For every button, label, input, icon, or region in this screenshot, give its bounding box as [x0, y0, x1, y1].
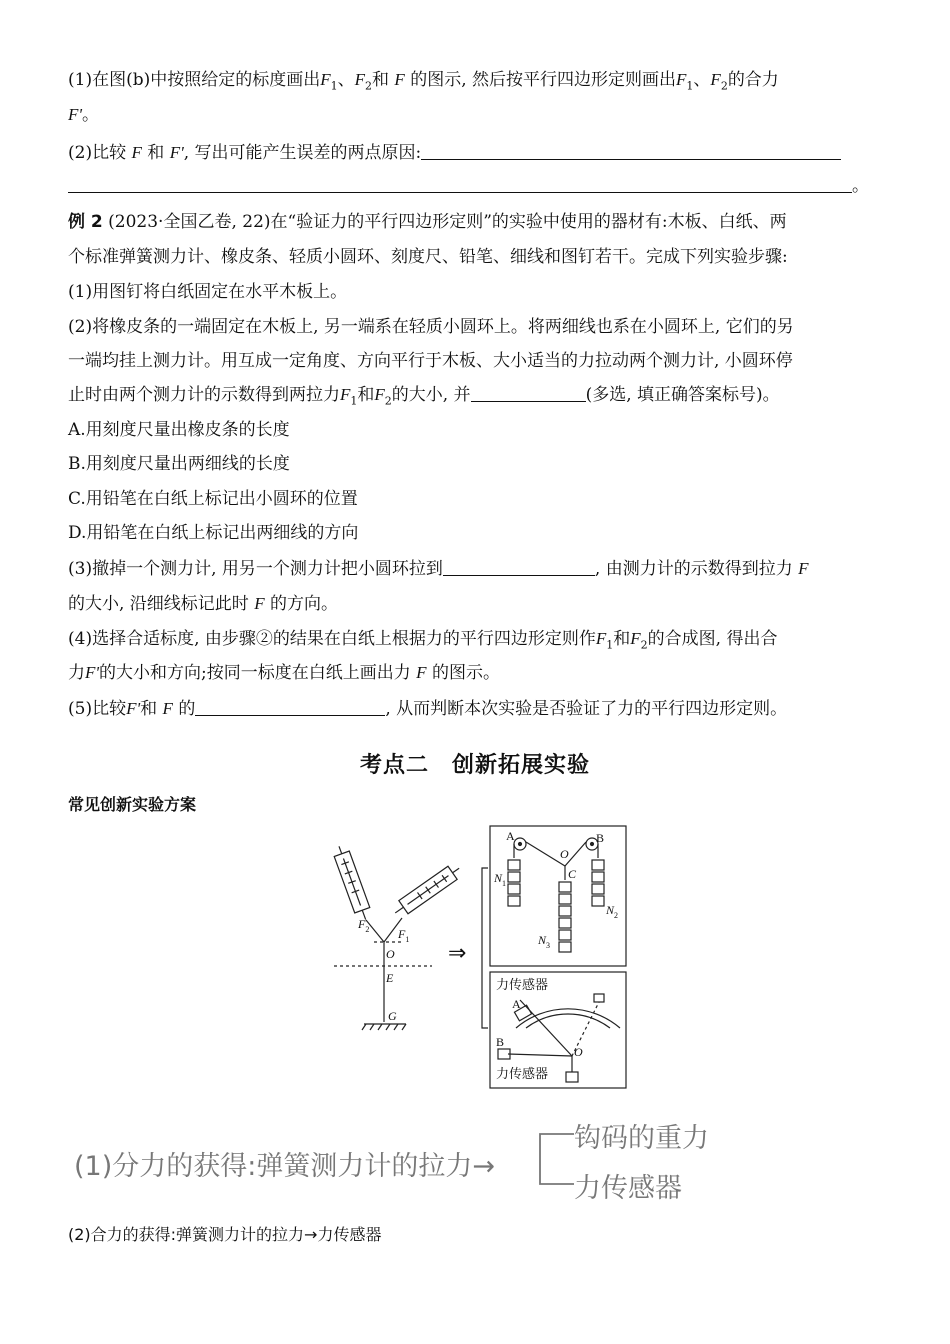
svg-text:A: A — [506, 829, 515, 843]
example-2-line1: 例 2 (2023·全国乙卷, 22)在“验证力的平行四边形定则”的实验中使用的器材有:木板、白纸、两 — [68, 212, 787, 232]
pulley-panel — [490, 826, 626, 966]
answer-blank[interactable] — [195, 697, 385, 716]
step-3-line2: 的大小, 沿细线标记此时 F 的方向。 — [68, 594, 339, 614]
answer-blank[interactable] — [794, 174, 852, 193]
svg-text:C: C — [568, 867, 577, 881]
answer-blank[interactable] — [421, 141, 841, 160]
svg-text:G: G — [388, 1009, 397, 1023]
svg-text:B: B — [496, 1035, 505, 1049]
answer-blank[interactable] — [443, 557, 595, 576]
summary-item-2: (2)合力的获得:弹簧测力计的拉力→力传感器 — [68, 1225, 382, 1244]
svg-text:E: E — [386, 971, 394, 985]
svg-text:O: O — [560, 847, 569, 861]
section-subtitle: 常见创新实验方案 — [68, 795, 197, 814]
example-2-line2: 个标准弹簧测力计、橡皮条、轻质小圆环、刻度尺、铅笔、细线和图钉若干。完成下列实验步骤: — [68, 247, 788, 267]
bracket — [482, 868, 488, 1028]
step-2-line3: 止时由两个测力计的示数得到两拉力$F_1$和$F_2$的大小, 并 (多选, 填正确答案标号)。 — [68, 385, 780, 408]
summary-item-1 — [74, 1116, 754, 1206]
section-title: 考点二 创新拓展实验 — [359, 753, 590, 778]
step-4-line1: (4)选择合适标度, 由步骤②的结果在白纸上根据力的平行四边形定则作$F_1$和$F_2$的合成图, 得出合 — [68, 629, 778, 652]
answer-blank[interactable] — [471, 383, 586, 402]
question-2-line1: (2)比较 F 和 F', 写出可能产生误差的两点原因: — [68, 141, 880, 165]
svg-text:F1: $F_1$ — [398, 927, 410, 944]
option-b: B.用刻度尺量出两细线的长度 — [68, 454, 290, 474]
question-1-line2: F'。 — [68, 105, 100, 125]
summary-item-1-left: (1)分力的获得:弹簧测力计的拉力→ — [74, 1151, 495, 1182]
svg-text:N1: $N_1$ — [494, 871, 507, 888]
summary-bracket — [536, 1122, 576, 1192]
implies-arrow: ⇒ — [448, 940, 467, 965]
option-c: C.用铅笔在白纸上标记出小圆环的位置 — [68, 489, 358, 509]
svg-text:力传感器: 力传感器 — [496, 1066, 549, 1081]
svg-text:A: A — [512, 997, 521, 1011]
svg-text:N3: $N_3$ — [538, 933, 551, 950]
svg-text:O: O — [386, 947, 395, 961]
pulley-labels — [493, 829, 618, 950]
answer-blank[interactable] — [68, 174, 794, 193]
svg-text:N2: $N_2$ — [606, 903, 619, 920]
option-d: D.用铅笔在白纸上标记出两细线的方向 — [68, 523, 359, 543]
step-2-line2: 一端均挂上测力计。用互成一定角度、方向平行于木板、大小适当的力拉动两个测力计, 小圆环停 — [68, 351, 793, 371]
question-1-line1: (1)在图(b)中按照给定的标度画出$F_1$、$F_2$和 F 的图示, 然后按平行四边形定则画出$F_1$、$F_2$的合力 — [68, 70, 779, 93]
svg-text:力传感器: 力传感器 — [496, 977, 549, 992]
summary-item-1-bottom: 力传感器 — [574, 1173, 682, 1204]
question-2-line2: 。 — [68, 174, 880, 198]
summary-item-1-top: 钩码的重力 — [574, 1123, 709, 1154]
step-4-line2: 力F'的大小和方向;按同一标度在白纸上画出力 F 的图示。 — [68, 663, 500, 683]
svg-text:B: B — [596, 831, 605, 845]
step-1: (1)用图钉将白纸固定在水平木板上。 — [68, 282, 348, 302]
experiment-figure — [320, 822, 640, 1090]
step-3-line1: (3)撤掉一个测力计, 用另一个测力计把小圆环拉到 , 由测力计的示数得到拉力 F — [68, 559, 809, 579]
sensor-labels — [496, 977, 583, 1081]
step-2-line1: (2)将橡皮条的一端固定在木板上, 另一端系在轻质小圆环上。将两细线也系在小圆环上, 它们的另 — [68, 317, 794, 337]
left-labels — [357, 917, 409, 1023]
svg-text:O: O — [574, 1045, 583, 1059]
step-5: (5)比较F'和 F 的 , 从而判断本次实验是否验证了力的平行四边形定则。 — [68, 699, 788, 719]
svg-text:F2: $F_2$ — [358, 917, 370, 934]
option-a: A.用刻度尺量出橡皮条的长度 — [68, 420, 290, 440]
